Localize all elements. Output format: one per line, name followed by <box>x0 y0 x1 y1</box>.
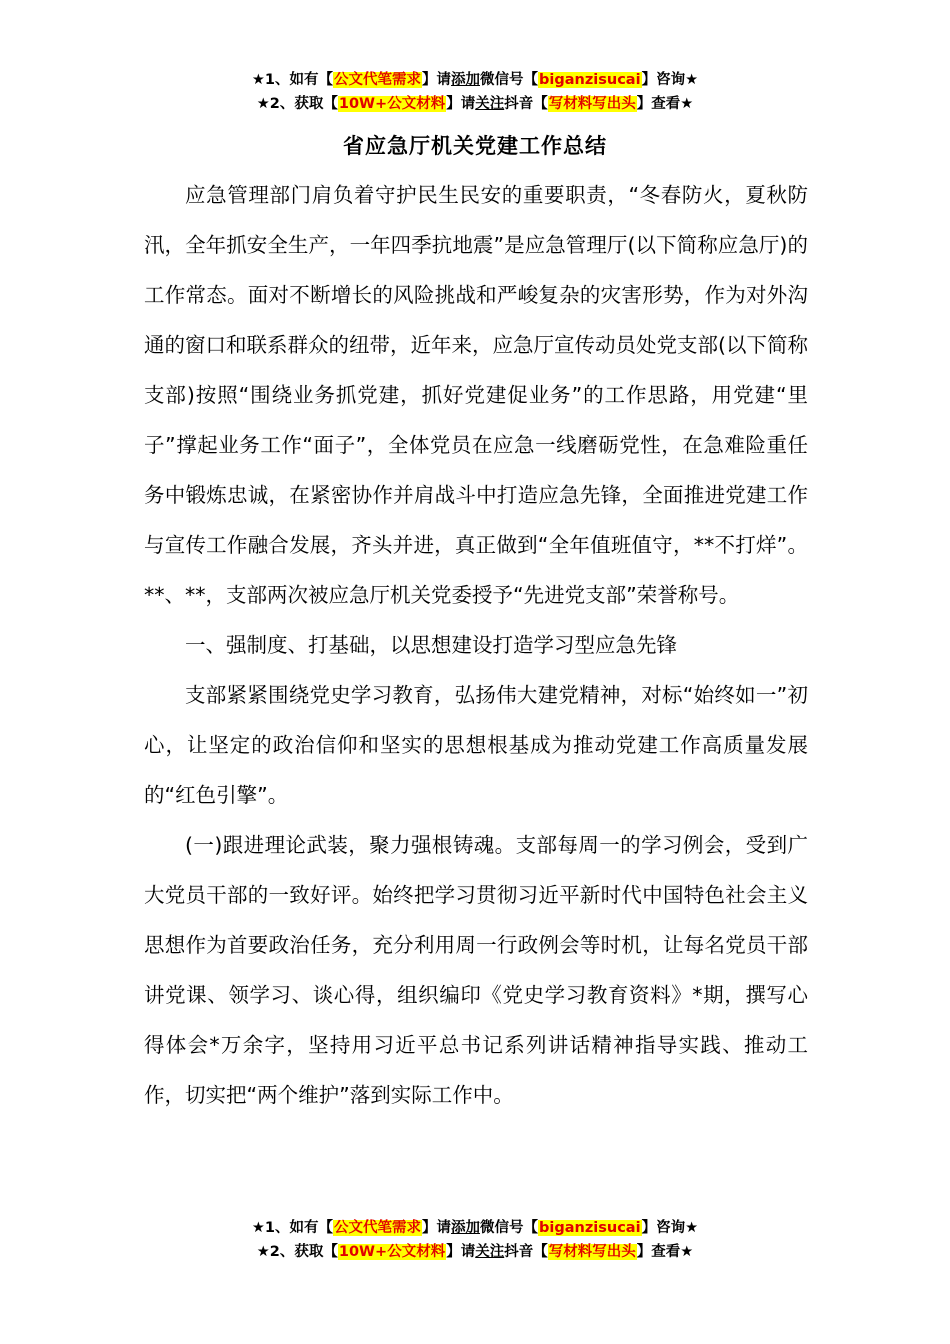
promo-line-1: ★1、如有【公文代笔需求】请添加微信号【biganzisucai】咨询★ <box>251 1220 699 1236</box>
promo-line-1: ★1、如有【公文代笔需求】请添加微信号【biganzisucai】咨询★ <box>251 72 699 88</box>
promo-line-2: ★2、获取【10W+公文材料】请关注抖音【写材料写出头】查看★ <box>256 1244 694 1260</box>
promo-banner-top <box>0 68 950 116</box>
promo-highlight-service: 公文代笔需求 <box>334 1220 422 1236</box>
promo-banner-bottom <box>0 1216 950 1264</box>
promo-highlight-douyin: 写材料写出头 <box>548 96 636 112</box>
paragraph-intro: 应急管理部门肩负着守护民生民安的重要职责，“冬春防火，夏秋防汛，全年抓安全生产，一年四季抗地震”是应急管理厅(以下简称应急厅)的工作常态。面对不断增长的风险挑战和严峻复杂的灾害形势，作为对外沟通的窗口和联系群众的纽带，近年来，应急厅宣传动员处党支部(以下简称支部)按照“围绕业务抓党建，抓好党建促业务”的工作思路，用党建“里子”撑起业务工作“面子”，全体党员在应急一线磨砺党性，在急难险重任务中锻炼忠诚，在紧密协作并肩战斗中打造应急先锋，全面推进党建工作与宣传工作融合发展，齐头并进，真正做到“全年值班值守，**不打烊”。**、**，支部两次被应急厅机关党委授予“先进党支部”荣誉称号。 <box>144 183 808 607</box>
document-title: 省应急厅机关党建工作总结 <box>343 134 607 158</box>
promo-highlight-wechat-id: biganzisucai <box>539 72 641 88</box>
promo-highlight-materials: 10W+公文材料 <box>338 1244 446 1260</box>
promo-line-2: ★2、获取【10W+公文材料】请关注抖音【写材料写出头】查看★ <box>256 96 694 112</box>
promo-highlight-douyin: 写材料写出头 <box>548 1244 636 1260</box>
document-body <box>144 170 808 1120</box>
promo-highlight-materials: 10W+公文材料 <box>338 96 446 112</box>
promo-highlight-service: 公文代笔需求 <box>334 72 422 88</box>
section-heading-1: 一、强制度、打基础，以思想建设打造学习型应急先锋 <box>185 633 677 657</box>
promo-highlight-wechat-id: biganzisucai <box>539 1220 641 1236</box>
paragraph-subsection-1: (一)跟进理论武装，聚力强根铸魂。支部每周一的学习例会，受到广大党员干部的一致好评。始终把学习贯彻习近平新时代中国特色社会主义思想作为首要政治任务，充分利用周一行政例会等时机，让每名党员干部讲党课、领学习、谈心得，组织编印《党史学习教育资料》*期，撰写心得体会*万余字，坚持用习近平总书记系列讲话精神指导实践、推动工作，切实把“两个维护”落到实际工作中。 <box>144 833 808 1107</box>
paragraph-section-1: 支部紧紧围绕党史学习教育，弘扬伟大建党精神，对标“始终如一”初心，让坚定的政治信仰和坚实的思想根基成为推动党建工作高质量发展的“红色引擎”。 <box>144 683 808 807</box>
